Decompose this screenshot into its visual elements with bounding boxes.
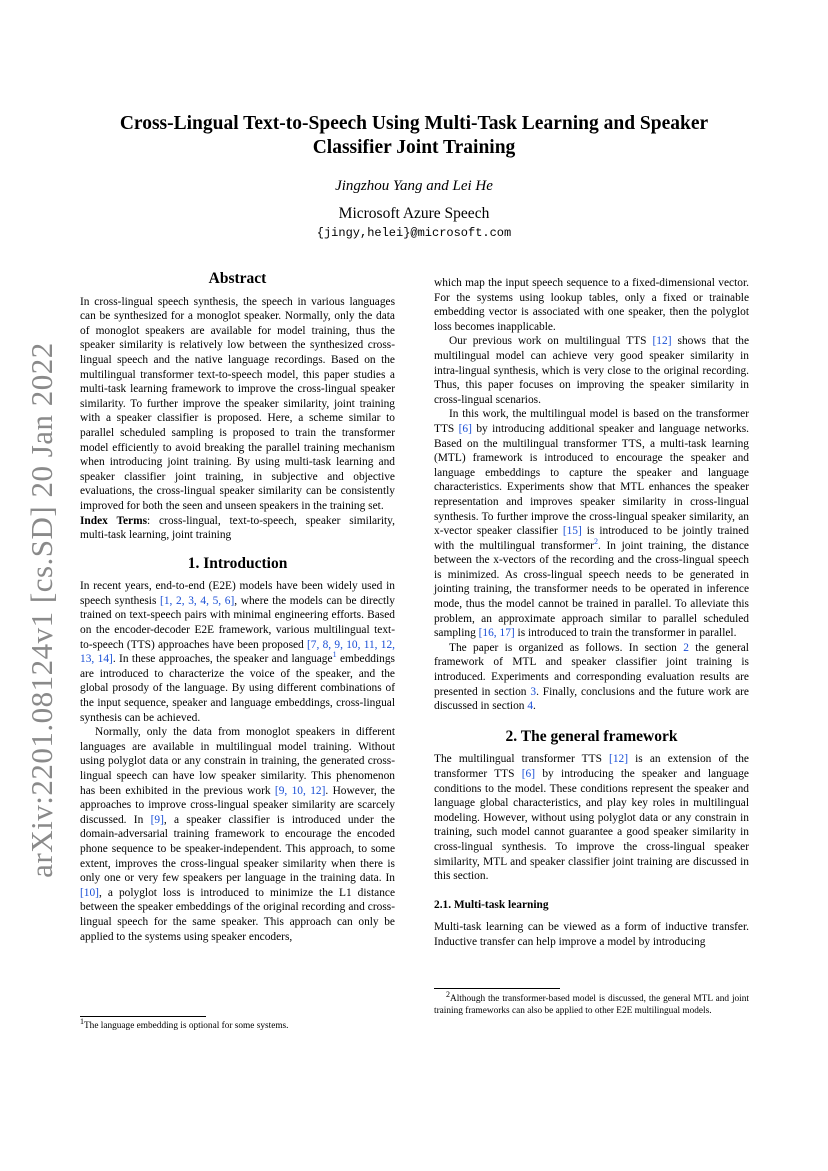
citation-link[interactable]: [6] bbox=[458, 422, 472, 435]
footnote-1: 1The language embedding is optional for some systems. bbox=[80, 1016, 289, 1031]
right-column bbox=[434, 276, 749, 950]
intro-continuation: which map the input speech sequence to a fixed-dimensional vector. For the systems using lookup tables, only a fixed or trainable embedding vector is associated with one speaker, then the polyglot loss becomes inapplicable. bbox=[434, 277, 749, 333]
arxiv-id-text: arXiv:2201.08124v1 [cs.SD] 20 Jan 2022 bbox=[24, 342, 59, 878]
affiliation: Microsoft Azure Speech bbox=[338, 205, 490, 222]
citation-link[interactable]: [6] bbox=[521, 768, 536, 780]
footnote-rule-right bbox=[434, 988, 560, 989]
paper-header bbox=[80, 112, 748, 240]
citation-link[interactable]: [9] bbox=[150, 813, 164, 826]
citation-link[interactable]: [10] bbox=[80, 886, 99, 899]
multi-task-learning-heading: 2.1. Multi-task learning bbox=[434, 898, 549, 911]
general-framework-heading: 2. The general framework bbox=[505, 727, 678, 745]
intro-paragraph-2: Normally, only the data from monoglot speakers in different languages are available in multilingual model training. Without using polyglot data or any constrain in training, the generated cross-lingual speech can have low speaker similarity. This phenomenon has been exhibited in the previous work [9, 10, 12]. However, the approaches to improve cross-lingual speaker similarity are scarcely discussed. In [9], a speaker classifier is introduced under the domain-adversarial training framework to encourage the encoded phone sequence to be speaker-independent. This approach, to some extent, improves the cross-lingual speaker similarity when there is only one or very few speakers per language in the training data. In [10], a polyglot loss is introduced to minimize the L1 distance between the speaker embeddings of the original recording and cross-lingual speech for the same speaker. This approach can only be applied to the systems using speaker encoders, bbox=[80, 726, 395, 943]
abstract-heading: Abstract bbox=[208, 270, 267, 287]
citation-link[interactable]: [12] bbox=[609, 753, 629, 766]
abstract-body: In cross-lingual speech synthesis, the speech in various languages can be synthesized for a monoglot speaker. Normally, only the data of monoglot speakers are available for model training, thus the speaker similarity is relatively low between the synthesized cross-lingual speech and the native language recordings. Based on the multilingual transformer text-to-speech model, this paper studies a multi-task learning framework to improve the cross-lingual speaker similarity. To further improve the speaker similarity, joint training with a speaker classifier is proposed. Here, a scheme similar to parallel scheduled sampling is proposed to train the transformer model efficiently to avoid breaking the parallel training mechanism when introducing joint training. By using multi-task learning and speaker classifier joint training, in subjective and objective evaluations, the cross-lingual speaker similarity can be consistently improved for both the seen and unseen speakers in the training set. bbox=[80, 295, 395, 512]
section-reference-link[interactable]: 2 bbox=[683, 641, 689, 654]
intro-paragraph-4: In this work, the multilingual model is based on the transformer TTS [6] by introducing additional speaker and language networks. Based on the multilingual transformer TTS, a multi-task learning (MTL) framework is introduced to encourage the speaker and language embeddings to capture the speaker and language characteristics. Experiments show that MTL enhances the speaker representation and improves speaker similarity in cross-lingual synthesis. To further improve the cross-lingual speaker similarity, an x-vector speaker classifier [15] is introduced to be jointly trained with the multilingual transformer$^2$. In joint training, the distance between the x-vectors of the recording and the cross-lingual speech is minimized. As cross-lingual speech needs to be generated in jointing training, the transformer needs to be operated in inference mode, thus the model cannot be trained in parallel. To alleviate this problem, an approximate approach similar to parallel scheduled sampling [16, 17] is introduced to train the transformer in parallel. bbox=[434, 408, 750, 640]
index-terms-label: Index Terms bbox=[80, 514, 148, 527]
section-reference-link[interactable]: 3 bbox=[530, 685, 537, 698]
multi-task-learning-paragraph: Multi-task learning can be viewed as a form of inductive transfer. Inductive transfer can help improve a model by introducing bbox=[434, 921, 749, 948]
citation-link[interactable]: [12] bbox=[652, 335, 672, 348]
footnote-2: 2Although the transformer-based model is discussed, the general MTL and joint training frameworks can also be applied to other E2E multilingual models. bbox=[434, 989, 749, 1016]
paper-title: Cross-Lingual Text-to-Speech Using Multi-Task Learning and Speaker Classifier Joint Training bbox=[119, 113, 709, 158]
intro-paragraph-1: In recent years, end-to-end (E2E) models have been widely used in speech synthesis [1, 2, 3, 4, 5, 6], where the models can be directly trained on text-speech pairs with minimal engineering efforts. Based on the encoder-decoder E2E framework, various multilingual text-to-speech (TTS) approaches have been proposed [7, 8, 9, 10, 11, 12, 13, 14]. In these approaches, the speaker and language$^1$ embeddings are introduced to characterize the voice of the speaker, and the global prosody of the language. By using different combinations of the input sequence, speaker and language embeddings, cross-lingual synthesis can be achieved. bbox=[80, 580, 396, 724]
arxiv-identifier-stamp bbox=[18, 342, 66, 878]
citation-link[interactable]: [1, 2, 3, 4, 5, 6] bbox=[160, 594, 235, 607]
intro-paragraph-5: The paper is organized as follows. In section 2 the general framework of MTL and speaker classifier joint training is introduced. Experiments and corresponding evaluation results are presented in section 3. Finally, conclusions and the future work are discussed in section 4. bbox=[434, 641, 749, 713]
framework-paragraph: The multilingual transformer TTS [12] is an extension of the transformer TTS [6] by introducing the speaker and language conditions to the model. These conditions represent the speaker and language global characteristics, and play key roles in multilingual modeling. However, without using polyglot data or any constrain in training, such model cannot guarantee a good speaker similarity in cross-lingual synthesis. To improve the cross-lingual speaker similarity, MTL and speaker classifier joint training are discussed in this section. bbox=[434, 753, 749, 883]
citation-link[interactable]: [9, 10, 12] bbox=[274, 784, 326, 797]
author-list: Jingzhou Yang and Lei He bbox=[335, 178, 493, 194]
footnote-marker[interactable]: 1 bbox=[332, 650, 337, 660]
footnote-rule-left bbox=[80, 1016, 206, 1017]
author-email: {jingy,helei}@microsoft.com bbox=[316, 226, 512, 240]
citation-link[interactable]: [15] bbox=[562, 525, 582, 538]
section-reference-link[interactable]: 4 bbox=[527, 700, 534, 713]
index-terms-text: : cross-lingual, text-to-speech, speaker similarity, multi-task learning, joint training bbox=[80, 514, 395, 542]
intro-paragraph-3: Our previous work on multilingual TTS [12] shows that the multilingual model can achieve very good speaker similarity in intra-lingual synthesis, which is very close to the original recording. Thus, this paper focuses on improving the speaker similarity in cross-lingual scenarios. bbox=[434, 335, 749, 406]
citation-link[interactable]: [7, 8, 9, 10, 11, 12, 13, 14] bbox=[80, 638, 396, 666]
left-column bbox=[80, 272, 395, 944]
index-terms bbox=[80, 514, 395, 543]
citation-link[interactable]: [16, 17] bbox=[478, 627, 515, 640]
footnote-marker[interactable]: 2 bbox=[593, 536, 598, 546]
introduction-heading: 1. Introduction bbox=[187, 554, 288, 572]
